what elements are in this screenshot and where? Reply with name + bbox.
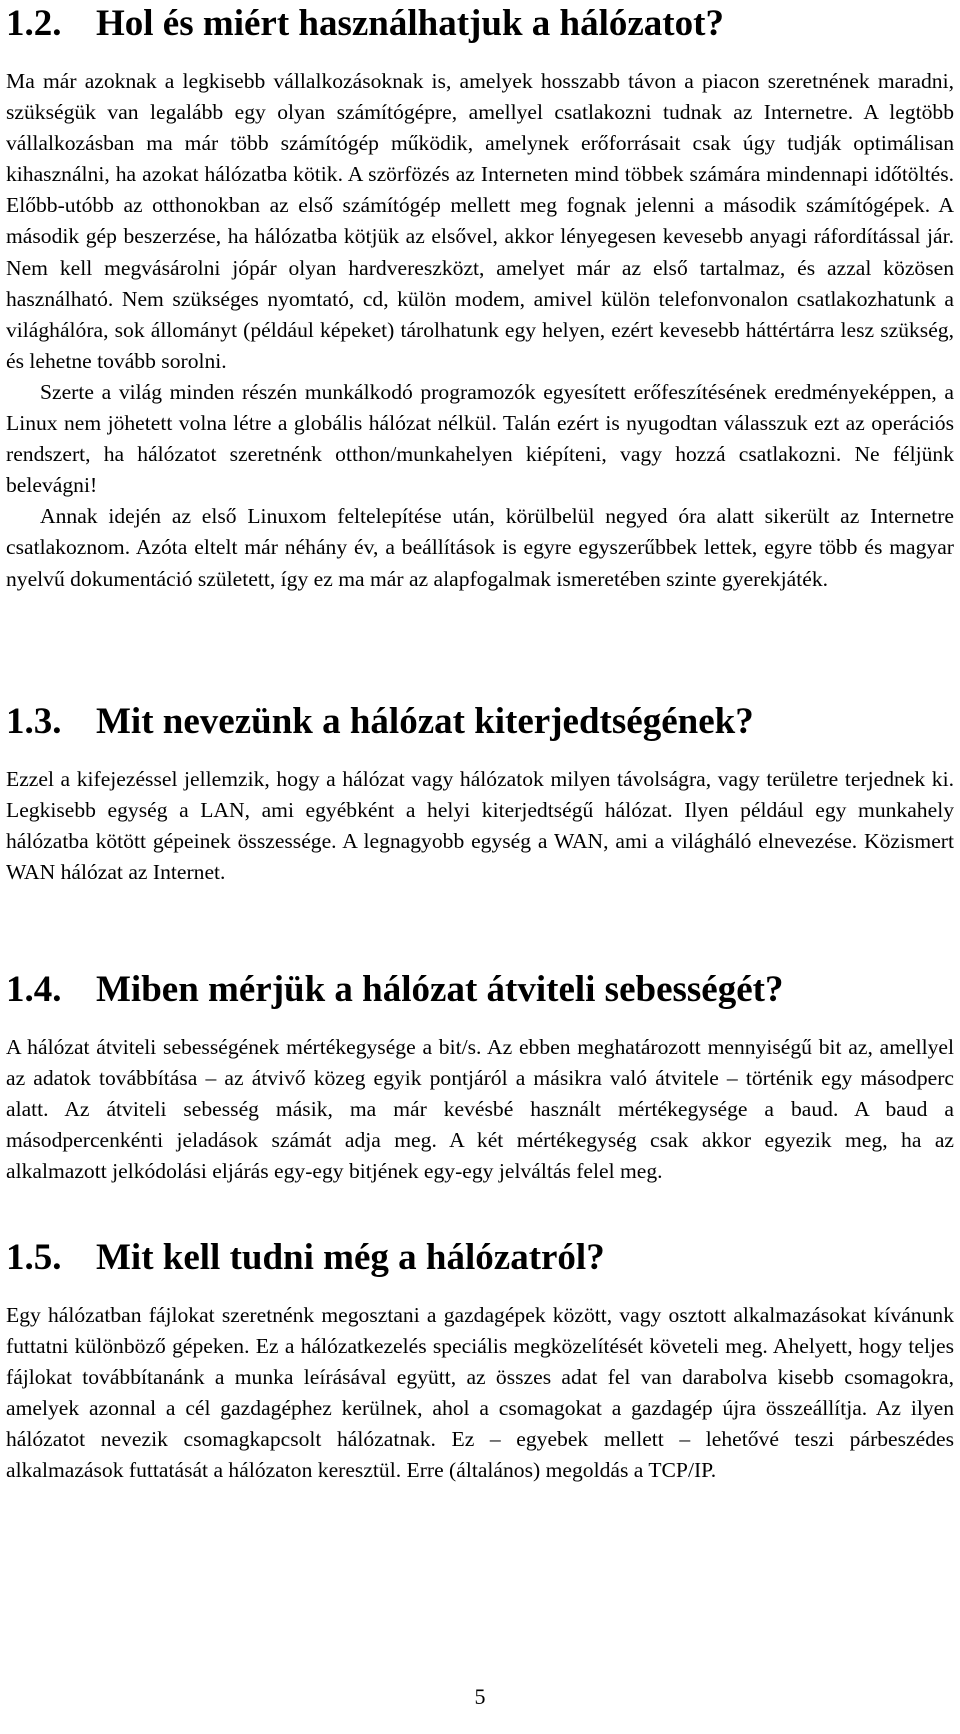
section-heading	[6, 1236, 954, 1280]
section-title: Mit nevezünk a hálózat kiterjedtségének?	[96, 701, 754, 742]
section-number: 1.3.	[6, 701, 62, 742]
section-1-5	[6, 1236, 954, 1487]
paragraph: Ezzel a kifejezéssel jellemzik, hogy a hálózat vagy hálózatok milyen távolságra, vagy területre terjednek ki. Legkisebb egység a LAN, ami egyébként a helyi kiterjedtségű hálózat. Ilyen például egy munkahely hálózatba kötött gépeinek összessége. A legnagyobb egység a WAN, ami a világháló elnevezése. Közismert WAN hálózat az Internet.	[6, 767, 954, 885]
section-heading	[6, 968, 954, 1012]
section-number: 1.5.	[6, 1237, 62, 1278]
section-title: Mit kell tudni még a hálózatról?	[96, 1237, 605, 1278]
section-1-3	[6, 700, 954, 888]
section-1-4	[6, 968, 954, 1187]
section-heading	[6, 2, 954, 46]
document-page	[6, 0, 954, 1734]
paragraph: A hálózat átviteli sebességének mértékegysége a bit/s. Az ebben meghatározott mennyiségű bit az, amellyel az adatok továbbítása – az átvivő közeg egyik pontjáról a másikra való átvitele – történik egy másodperc alatt. Az átviteli sebesség másik, ma már kevésbé használt mértékegysége a baud. A baud a másodpercenkénti jeladások számát adja meg. A két mértékegység csak akkor egyezik meg, ha az alkalmazott jelkódolási eljárás egy-egy bitjének egy-egy jelváltás felel meg.	[6, 1035, 954, 1184]
section-number: 1.2.	[6, 3, 62, 44]
page-number: 5	[474, 1684, 486, 1709]
section-title: Miben mérjük a hálózat átviteli sebességét?	[96, 969, 784, 1010]
paragraph: Annak idején az első Linuxom feltelepítése után, körülbelül negyed óra alatt sikerült az Internetre csatlakoznom. Azóta eltelt már néhány év, a beállítások is egyre egyszerűbbek lettek, egyre több és magyar nyelvű dokumentáció született, így ez ma már az alapfogalmak ismeretében szinte gyerekjáték.	[6, 504, 954, 591]
paragraph: Szerte a világ minden részén munkálkodó programozók egyesített erőfeszítésének eredményeképpen, a Linux nem jöhetett volna létre a globális hálózat nélkül. Talán ezért is nyugodtan válasszuk ezt az operációs rendszert, ha hálózatot szeretnénk otthon/munkahelyen kiépíteni, vagy hozzá csatlakozni. Ne féljünk belevágni!	[6, 379, 954, 498]
paragraph: Egy hálózatban fájlokat szeretnénk megosztani a gazdagépek között, vagy osztott alkalmazásokat kívánunk futtatni különböző gépeken. Ez a hálózatkezelés speciális megközelítését követeli meg. Ahelyett, hogy teljes fájlokat továbbítanánk a munka leírásával együtt, az összes adat fel van darabolva kisebb csomagokra, amelyek azonnal a cél gazdagéphez kerülnek, ahol a csomagokat a gazdagép újra összeállítja. Az ilyen hálózatot nevezik csomagkapcsolt hálózatnak. Ez – egyebek mellett – lehetővé teszi párbeszédes alkalmazások futtatását a hálózaton keresztül. Erre (általános) megoldás a TCP/IP.	[6, 1303, 954, 1483]
paragraph: Ma már azoknak a legkisebb vállalkozásoknak is, amelyek hosszabb távon a piacon szeretnének maradni, szükségük van legalább egy olyan számítógépre, amellyel csatlakozni tudnak az Internetre. A legtöbb vállalkozásban ma már több számítógép működik, amelynek erőforrásait csak úgy tudják optimálisan kihasználni, ha azokat hálózatba kötik. A szörfözés az Interneten mind többek számára mindennapi időtöltés. Előbb-utóbb az otthonokban az első számítógép mellett meg fognak jelenni a második számítógépek. A második gép beszerzése, ha hálózatba kötjük az elsővel, akkor lényegesen kevesebb anyagi ráfordítással jár. Nem kell megvásárolni jópár olyan hardvereszközt, amelyet már az első tartalmaz, és azzal közösen használható. Nem szükséges nyomtató, cd, külön modem, amivel külön telefonvonalon csatlakozhatunk a világhálóra, sok állományt (például képeket) tárolhatunk egy helyen, ezért kevesebb háttértárra lesz szükség, és lehetne tovább sorolni.	[6, 69, 954, 373]
section-heading	[6, 700, 954, 744]
section-title: Hol és miért használhatjuk a hálózatot?	[96, 3, 724, 44]
section-number: 1.4.	[6, 969, 62, 1010]
section-1-2	[6, 2, 954, 595]
